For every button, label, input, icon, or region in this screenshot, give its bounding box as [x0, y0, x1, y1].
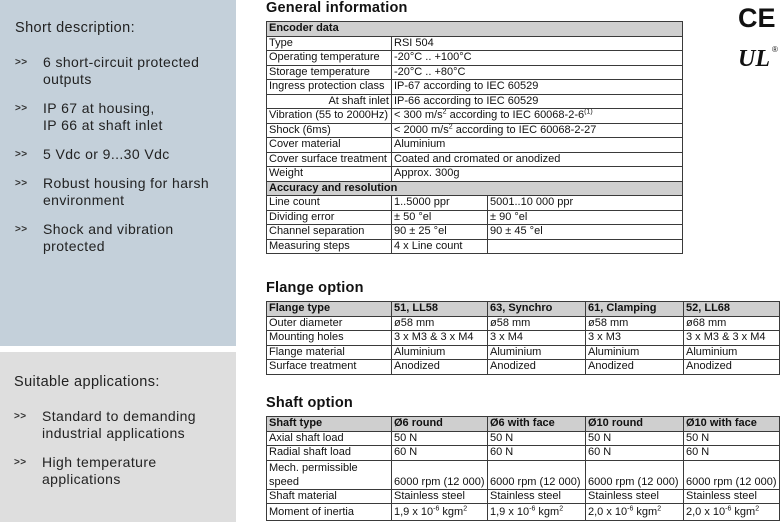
table-row [267, 65, 683, 80]
table-row [267, 431, 780, 446]
row-value: 60 N [586, 446, 684, 461]
accuracy-header: Accuracy and resolution [267, 181, 683, 196]
vibration-value: < 300 m/s [394, 109, 443, 122]
row-value [392, 504, 488, 521]
row-value: Anodized [488, 360, 586, 375]
ce-mark-text: CE [738, 3, 776, 32]
row-label: Type [267, 36, 392, 51]
table-row [267, 225, 683, 240]
column-header: Ø6 round [392, 417, 488, 432]
row-value: ± 90 °el [488, 210, 683, 225]
row-value: Aluminium [684, 345, 780, 360]
row-value: 60 N [488, 446, 586, 461]
list-item-text: Standard to demanding industrial applications [42, 408, 196, 441]
row-value: 5001..10 000 ppr [488, 196, 683, 211]
row-label: Mounting holes [267, 331, 392, 346]
list-item-text: Robust housing for harsh environment [43, 175, 210, 208]
table-row [267, 239, 683, 254]
row-value: 1..5000 ppr [392, 196, 488, 211]
table-row [267, 123, 683, 138]
row-label: Outer diameter [267, 316, 392, 331]
table-row [267, 51, 683, 66]
table-header-row [267, 181, 683, 196]
footnote-marker: (1) [584, 108, 593, 116]
list-item [14, 454, 228, 488]
column-header: 63, Synchro [488, 302, 586, 317]
row-value: 6000 rpm (12 000) [392, 460, 488, 489]
row-value: Anodized [392, 360, 488, 375]
applications-list [14, 408, 228, 488]
row-value: Aluminium [392, 345, 488, 360]
row-label [267, 460, 392, 489]
list-item-text: Shock and vibration protected [43, 221, 174, 254]
table-row [267, 94, 683, 109]
short-description-panel [0, 0, 236, 346]
row-value: ± 50 °el [392, 210, 488, 225]
superscript: 2 [448, 123, 453, 131]
row-label: Operating temperature [267, 51, 392, 66]
list-item [15, 221, 228, 255]
row-value [488, 239, 683, 254]
row-label: Vibration (55 to 2000Hz) [267, 109, 392, 124]
row-value: -20°C .. +100°C [392, 51, 683, 66]
inertia-unit: kgm [535, 505, 560, 518]
unit-exponent: 2 [657, 504, 662, 512]
row-value: 50 N [684, 431, 780, 446]
row-value: 6000 rpm (12 000) [488, 460, 586, 489]
row-value: Anodized [684, 360, 780, 375]
bullet-marker: >> [14, 411, 27, 422]
unit-exponent: 2 [755, 504, 760, 512]
row-value: 50 N [586, 431, 684, 446]
row-value: Anodized [586, 360, 684, 375]
row-value: ø58 mm [392, 316, 488, 331]
table-row [267, 489, 780, 504]
encoder-data-header: Encoder data [267, 22, 683, 37]
shock-standard: according to IEC 60068-2-27 [452, 123, 597, 136]
general-information-table [266, 21, 683, 254]
superscript: 2 [442, 108, 447, 116]
table-header-row [267, 302, 780, 317]
row-value [392, 109, 683, 124]
table-row [267, 167, 683, 182]
row-label: Radial shaft load [267, 446, 392, 461]
row-value: 6000 rpm (12 000) [586, 460, 684, 489]
list-item-text: High temperature applications [42, 454, 157, 487]
inertia-unit: kgm [731, 505, 756, 518]
list-item-text: 6 short-circuit protected outputs [43, 54, 200, 87]
row-label: Cover surface treatment [267, 152, 392, 167]
column-header: Ø10 with face [684, 417, 780, 432]
row-value: ø58 mm [488, 316, 586, 331]
column-header: Shaft type [267, 417, 392, 432]
general-information-title: General information [266, 0, 408, 16]
row-label: Shock (6ms) [267, 123, 392, 138]
table-row [267, 138, 683, 153]
row-label: Dividing error [267, 210, 392, 225]
row-label: Ingress protection class [267, 80, 392, 95]
applications-title: Suitable applications: [14, 374, 160, 390]
row-label: Weight [267, 167, 392, 182]
inertia-value: 1,9 x 10 [394, 505, 434, 518]
speed-label-line1: Mech. permissible [269, 461, 358, 474]
row-label: Shaft material [267, 489, 392, 504]
column-header: 51, LL58 [392, 302, 488, 317]
row-value: 3 x M4 [488, 331, 586, 346]
inertia-value: 1,9 x 10 [490, 505, 530, 518]
table-row [267, 360, 780, 375]
table-row [267, 316, 780, 331]
exponent: -6 [529, 504, 536, 512]
column-header: 52, LL68 [684, 302, 780, 317]
row-label: Moment of inertia [267, 504, 392, 521]
speed-label-line2: speed [269, 475, 299, 488]
table-row [267, 504, 780, 521]
shaft-option-table [266, 416, 780, 521]
row-value: 3 x M3 & 3 x M4 [392, 331, 488, 346]
inertia-unit: kgm [633, 505, 658, 518]
ul-mark-text: UL [738, 46, 770, 72]
bullet-marker: >> [14, 457, 27, 468]
table-row [267, 109, 683, 124]
row-value: 60 N [684, 446, 780, 461]
inertia-value: 2,0 x 10 [588, 505, 628, 518]
column-header: 61, Clamping [586, 302, 684, 317]
row-value: 4 x Line count [392, 239, 488, 254]
table-row [267, 460, 780, 489]
row-value: 60 N [392, 446, 488, 461]
bullet-marker: >> [15, 103, 28, 114]
table-row [267, 210, 683, 225]
row-value: RSI 504 [392, 36, 683, 51]
row-value: Stainless steel [684, 489, 780, 504]
row-label: Cover material [267, 138, 392, 153]
row-value [488, 504, 586, 521]
exponent: -6 [433, 504, 440, 512]
row-value: Aluminium [488, 345, 586, 360]
row-value: Stainless steel [586, 489, 684, 504]
row-value: 90 ± 45 °el [488, 225, 683, 240]
row-value: ø68 mm [684, 316, 780, 331]
vibration-standard: according to IEC 60068-2-6 [446, 109, 585, 122]
table-row [267, 331, 780, 346]
unit-exponent: 2 [463, 504, 468, 512]
table-row [267, 446, 780, 461]
list-item [15, 146, 228, 163]
column-header: Flange type [267, 302, 392, 317]
table-row [267, 36, 683, 51]
row-value: IP-66 according to IEC 60529 [392, 94, 683, 109]
row-value: 3 x M3 [586, 331, 684, 346]
row-label: Line count [267, 196, 392, 211]
flange-option-title: Flange option [266, 280, 364, 296]
list-item [15, 54, 228, 88]
ul-recognized-logo [736, 42, 780, 72]
table-row [267, 345, 780, 360]
row-label: Channel separation [267, 225, 392, 240]
row-label: At shaft inlet [267, 94, 392, 109]
row-value: -20°C .. +80°C [392, 65, 683, 80]
exponent: -6 [725, 504, 732, 512]
table-row [267, 152, 683, 167]
row-label: Axial shaft load [267, 431, 392, 446]
ce-mark-logo [736, 2, 780, 32]
inertia-unit: kgm [439, 505, 464, 518]
row-value: 6000 rpm (12 000) [684, 460, 780, 489]
list-item [15, 100, 228, 134]
bullet-marker: >> [15, 178, 28, 189]
row-label: Surface treatment [267, 360, 392, 375]
list-item [14, 408, 228, 442]
short-description-title: Short description: [15, 20, 136, 36]
ul-registered-text: ® [772, 45, 778, 54]
unit-exponent: 2 [559, 504, 564, 512]
exponent: -6 [627, 504, 634, 512]
row-value [586, 504, 684, 521]
row-value [392, 123, 683, 138]
row-value: 90 ± 25 °el [392, 225, 488, 240]
bullet-marker: >> [15, 149, 28, 160]
table-header-row [267, 22, 683, 37]
row-label: Flange material [267, 345, 392, 360]
list-item [15, 175, 228, 209]
table-header-row [267, 417, 780, 432]
row-value: 50 N [392, 431, 488, 446]
applications-panel [0, 352, 236, 522]
bullet-marker: >> [15, 57, 28, 68]
list-item-text: IP 67 at housing, IP 66 at shaft inlet [43, 100, 163, 133]
row-value: Approx. 300g [392, 167, 683, 182]
shock-value: < 2000 m/s [394, 123, 449, 136]
row-value: Coated and cromated or anodized [392, 152, 683, 167]
list-item-text: 5 Vdc or 9...30 Vdc [43, 146, 170, 162]
column-header: Ø6 with face [488, 417, 586, 432]
short-description-list [15, 54, 228, 255]
table-row [267, 80, 683, 95]
shaft-option-title: Shaft option [266, 395, 353, 411]
bullet-marker: >> [15, 224, 28, 235]
row-value: 50 N [488, 431, 586, 446]
table-row [267, 196, 683, 211]
row-value: ø58 mm [586, 316, 684, 331]
column-header: Ø10 round [586, 417, 684, 432]
row-label: Storage temperature [267, 65, 392, 80]
row-value: IP-67 according to IEC 60529 [392, 80, 683, 95]
row-value: Aluminium [586, 345, 684, 360]
row-value: Stainless steel [392, 489, 488, 504]
row-value: 3 x M3 & 3 x M4 [684, 331, 780, 346]
inertia-value: 2,0 x 10 [686, 505, 726, 518]
flange-option-table [266, 301, 780, 375]
row-label: Measuring steps [267, 239, 392, 254]
row-value: Stainless steel [488, 489, 586, 504]
row-value: Aluminium [392, 138, 683, 153]
row-value [684, 504, 780, 521]
